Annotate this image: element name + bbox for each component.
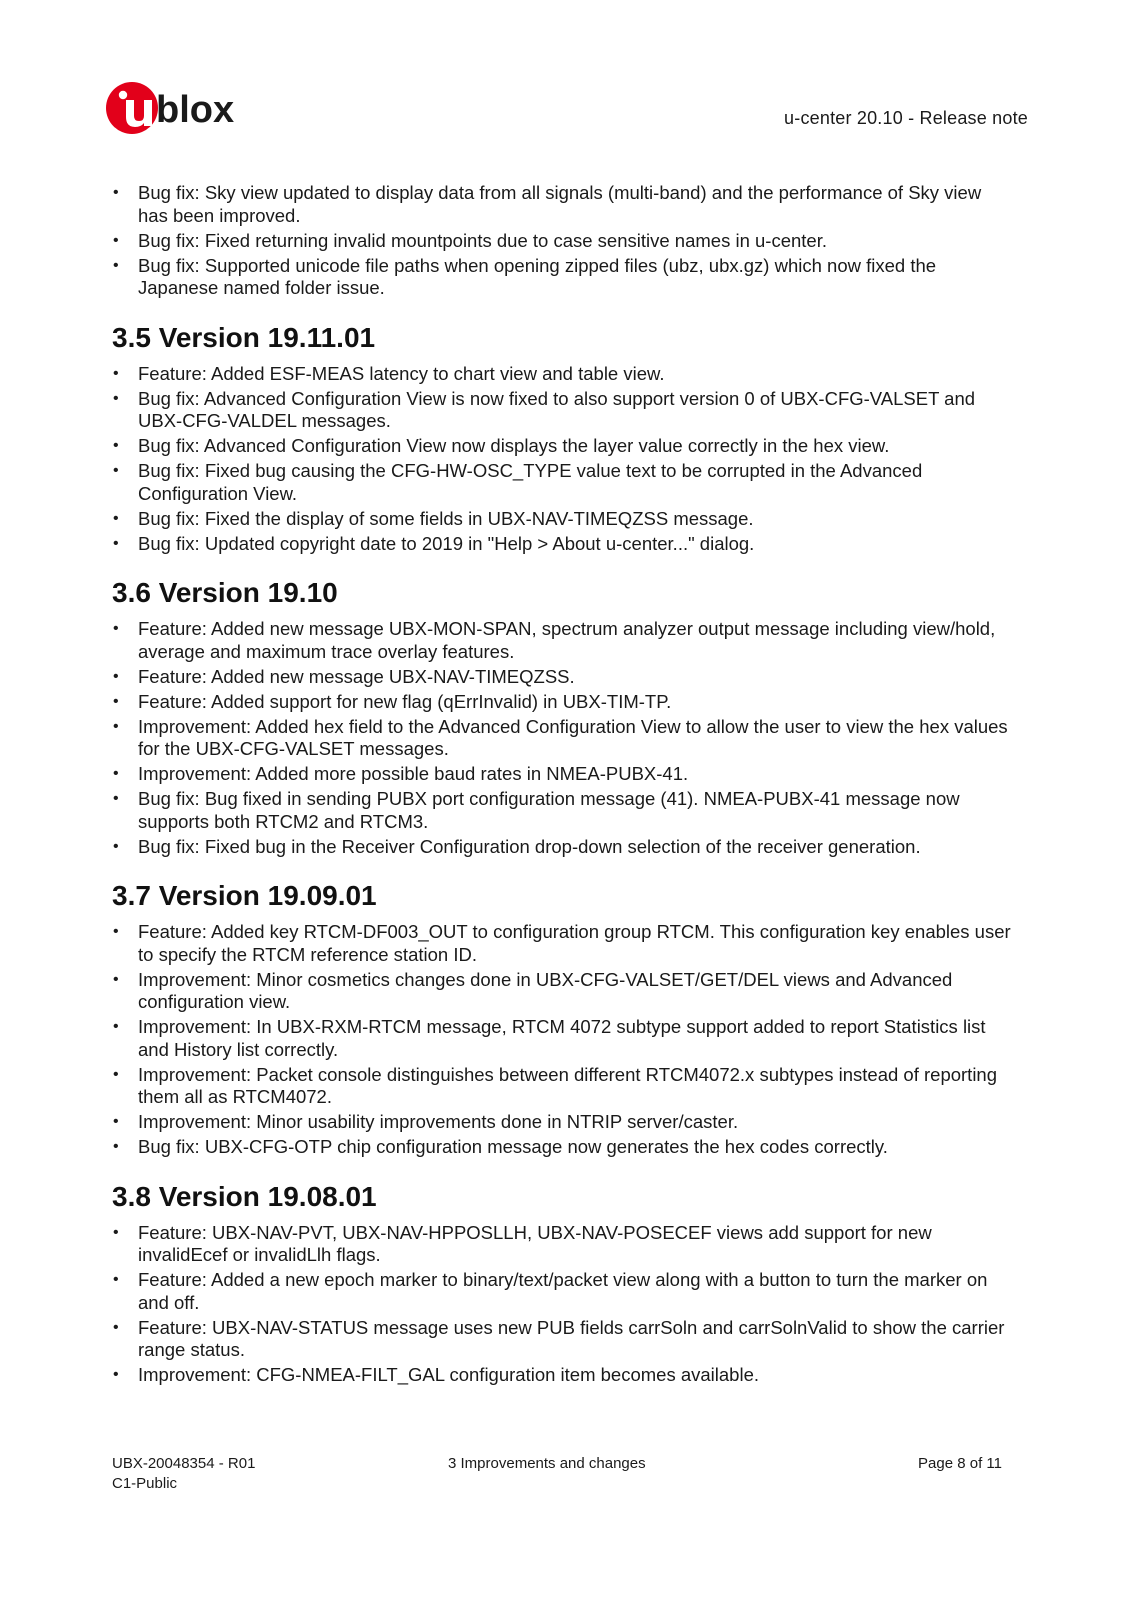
list-item: • Feature: Added ESF-MEAS latency to chart view and table view.: [113, 362, 665, 384]
list-item: • Bug fix: Fixed returning invalid mountpoints due to case sensitive names in u-center.: [113, 229, 827, 251]
list-item: • Feature: Added key RTCM-DF003_OUT to configuration group RTCM. This configuration key enables user to specify the RTCM reference station ID.: [113, 921, 1011, 965]
list-item: • Bug fix: Fixed bug in the Receiver Configuration drop-down selection of the receiver generation.: [113, 835, 921, 857]
bullet-list: [112, 921, 1012, 1159]
bullet-icon: •: [113, 717, 119, 735]
bullet-icon: •: [113, 1318, 119, 1336]
bullet-icon: •: [113, 837, 119, 855]
list-item: • Bug fix: Advanced Configuration View now displays the layer value correctly in the hex view.: [113, 435, 890, 456]
bullet-icon: •: [113, 364, 119, 382]
bullet-icon: •: [113, 1065, 119, 1083]
section-version-19-11-01: [112, 322, 1012, 556]
list-item: • Bug fix: UBX-CFG-OTP chip configuration message now generates the hex codes correctly.: [113, 1136, 888, 1157]
list-item: • Improvement: CFG-NMEA-FILT_GAL configuration item becomes available.: [113, 1364, 760, 1385]
chapter-title: 3 Improvements and changes: [448, 1455, 646, 1472]
list-item: • Bug fix: Fixed the display of some fields in UBX-NAV-TIMEQZSS message.: [113, 507, 754, 529]
list-item: • Feature: Added support for new flag (qErrInvalid) in UBX-TIM-TP.: [113, 690, 672, 712]
intro-bullet-list: [112, 182, 1012, 300]
list-item: • Bug fix: Updated copyright date to 2019 in "Help > About u-center..." dialog.: [113, 532, 755, 554]
bullet-list: [112, 618, 1012, 858]
bullet-icon: •: [113, 692, 119, 710]
page-number: Page 8 of 11: [918, 1455, 1002, 1472]
list-item: • Feature: Added a new epoch marker to binary/text/packet view along with a button to turn the marker on and off.: [113, 1269, 988, 1313]
bullet-icon: •: [113, 790, 119, 807]
section-heading: 3.7 Version 19.09.01: [112, 880, 377, 911]
document-header-title: u-center 20.10 - Release note: [784, 108, 1028, 128]
list-item: • Improvement: Added hex field to the Advanced Configuration View to allow the user to view the hex values for the UBX-CFG-VALSET messages.: [113, 715, 1008, 759]
svg-text:blox: blox: [156, 89, 235, 131]
footer-left: [112, 1454, 255, 1494]
section-heading: 3.5 Version 19.11.01: [112, 321, 376, 353]
section-heading: 3.8 Version 19.08.01: [112, 1180, 377, 1212]
section-version-19-10: [112, 577, 1012, 858]
bullet-icon: •: [113, 534, 119, 552]
list-item: • Improvement: In UBX-RXM-RTCM message, RTCM 4072 subtype support added to report Statistics list and History list correctly.: [113, 1016, 986, 1060]
bullet-icon: •: [113, 231, 119, 249]
bullet-icon: •: [113, 437, 119, 454]
section-version-19-09-01: [112, 880, 1012, 1159]
list-item: • Bug fix: Sky view updated to display data from all signals (multi-band) and the performance of Sky view has been improved.: [113, 182, 982, 226]
list-item: • Bug fix: Fixed bug causing the CFG-HW-OSC_TYPE value text to be corrupted in the Advanced Configuration View.: [113, 460, 923, 504]
list-item: • Improvement: Packet console distinguishes between different RTCM4072.x subtypes instead of reporting them all as RTCM4072.: [113, 1063, 998, 1107]
release-notes-body: [112, 182, 1012, 1389]
bullet-icon: •: [113, 462, 119, 479]
list-item: • Bug fix: Supported unicode file paths when opening zipped files (ubz, ubx.gz) which now fixed the Japanese named folder issue.: [113, 254, 937, 298]
list-item: • Improvement: Minor cosmetics changes done in UBX-CFG-VALSET/GET/DEL views and Advanced configuration view.: [113, 968, 953, 1012]
list-item: • Feature: Added new message UBX-NAV-TIMEQZSS.: [113, 665, 575, 687]
bullet-list: [112, 363, 1012, 556]
bullet-icon: •: [113, 970, 119, 988]
list-item: • Feature: Added new message UBX-MON-SPAN, spectrum analyzer output message including view/hold, average and maximum trace overlay features.: [113, 618, 996, 662]
bullet-icon: •: [113, 620, 119, 637]
list-item: • Bug fix: Advanced Configuration View is now fixed to also support version 0 of UBX-CFG-VALSET and UBX-CFG-VALDEL messages.: [113, 387, 976, 431]
bullet-icon: •: [113, 1138, 119, 1155]
bullet-icon: •: [113, 256, 119, 274]
bullet-icon: •: [113, 667, 119, 685]
bullet-icon: •: [113, 765, 119, 782]
bullet-icon: •: [113, 1271, 119, 1288]
section-heading: 3.6 Version 19.10: [112, 577, 338, 608]
bullet-icon: •: [113, 1223, 119, 1241]
bullet-list: [112, 1222, 1012, 1387]
list-item: • Improvement: Minor usability improvements done in NTRIP server/caster.: [113, 1111, 739, 1132]
bullet-icon: •: [113, 389, 119, 407]
document-id: UBX-20048354 - R01: [112, 1455, 256, 1472]
bullet-icon: •: [113, 1366, 119, 1383]
list-item: • Feature: UBX-NAV-STATUS message uses new PUB fields carrSoln and carrSolnValid to show the carrier range status.: [113, 1316, 1005, 1360]
list-item: • Improvement: Added more possible baud rates in NMEA-PUBX-41.: [113, 763, 689, 784]
bullet-icon: •: [113, 509, 119, 527]
classification-label: C1-Public: [112, 1475, 178, 1492]
section-version-19-08-01: [112, 1181, 1012, 1387]
bullet-icon: •: [113, 1018, 119, 1035]
bullet-icon: •: [113, 184, 119, 201]
list-item: • Bug fix: Bug fixed in sending PUBX port configuration message (41). NMEA-PUBX-41 message now supports both RTCM2 and RTCM3.: [113, 788, 960, 832]
ublox-logo: [106, 80, 256, 136]
bullet-icon: •: [113, 1113, 119, 1130]
bullet-icon: •: [113, 923, 119, 940]
list-item: • Feature: UBX-NAV-PVT, UBX-NAV-HPPOSLLH, UBX-NAV-POSECEF views add support for new invalidEcef or invalidLlh flags.: [113, 1221, 932, 1265]
